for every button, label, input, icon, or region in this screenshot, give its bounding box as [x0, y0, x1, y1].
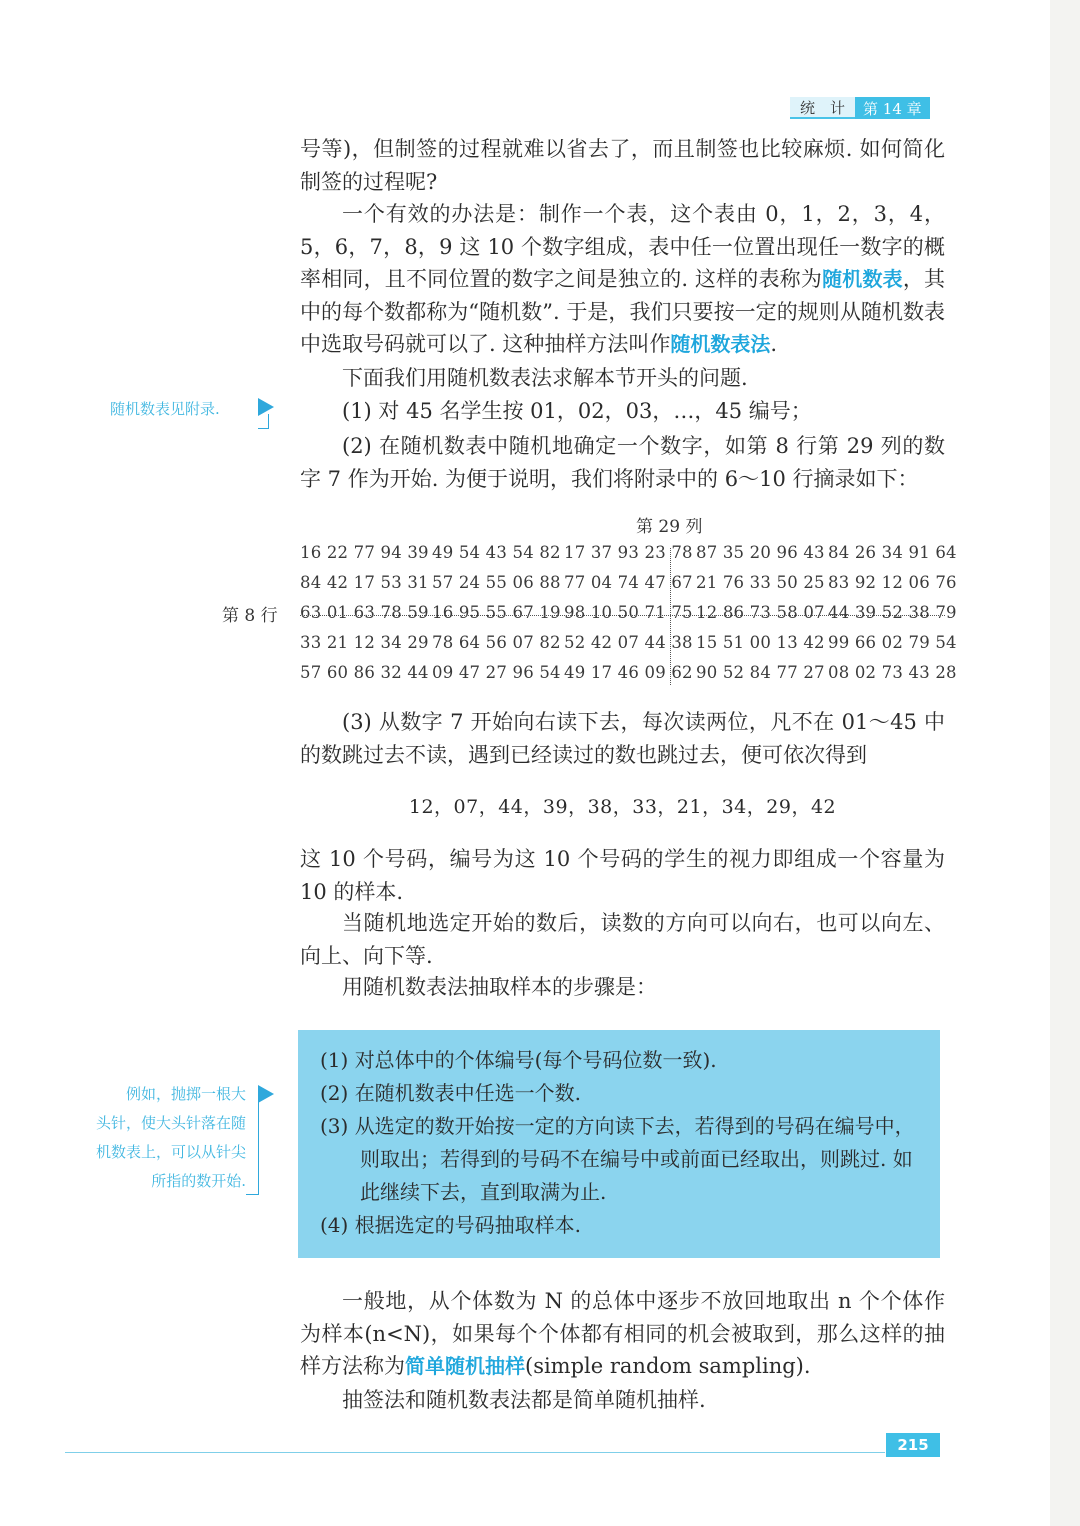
- text-step3: (3) 从数字 7 开始向右读下去，每次读两位，凡不在 01～45 中的数跳过去不读，遇到已经读过的数也跳过去，便可依次得到: [300, 710, 945, 767]
- text-p3: 下面我们用随机数表法求解本节开头的问题.: [342, 366, 748, 390]
- table-cell: 52 42 07 44 38: [564, 633, 693, 652]
- paragraph-5: [300, 907, 945, 972]
- table-cell: 78 64 56 07 82: [432, 633, 561, 652]
- paragraph-3: [300, 362, 945, 395]
- text-p7b: (simple random sampling).: [525, 1354, 811, 1378]
- page-number: 215: [886, 1433, 940, 1457]
- table-cell: 57 60 86 32 44: [300, 663, 429, 682]
- table-cell: 84 42 17 53 31: [300, 573, 429, 592]
- table-cell: 99 66 02 79 54: [828, 633, 957, 652]
- table-row-highlighted: [300, 603, 957, 629]
- note-line: 所指的数开始.: [151, 1172, 246, 1190]
- table-cell: 17 37 93 23 78: [564, 543, 693, 562]
- page-edge-shade: [1050, 0, 1080, 1526]
- footer-rule: [65, 1452, 885, 1453]
- keyword-random-table: 随机数表: [822, 267, 903, 291]
- table-cell: 84 26 34 91 64: [828, 543, 957, 562]
- table-cell: 98 10 50 71 75: [564, 603, 693, 622]
- margin-note-example: [68, 1080, 246, 1196]
- keyword-simple-random-sampling: 简单随机抽样: [405, 1354, 525, 1378]
- table-cell: 33 21 12 34 29: [300, 633, 429, 652]
- margin-note-appendix: 随机数表见附录.: [110, 400, 220, 418]
- table-cell: 08 02 73 43 28: [828, 663, 957, 682]
- table-cell: 63 01 63 78 59: [300, 603, 429, 622]
- table-cell: 49 17 46 09 62: [564, 663, 693, 682]
- box-step-4: (4) 根据选定的号码抽取样本.: [320, 1213, 582, 1237]
- chapter-header: [790, 97, 930, 119]
- steps-box: [298, 1030, 940, 1258]
- keyword-random-table-method: 随机数表法: [670, 332, 771, 356]
- step-1: [300, 395, 945, 428]
- text-step1: (1) 对 45 名学生按 01，02，03，…，45 编号；: [342, 399, 812, 423]
- table-cell: 83 92 12 06 76: [828, 573, 957, 592]
- table-cell: 21 76 33 50 25: [696, 573, 825, 592]
- text-p1: 号等)，但制签的过程就难以省去了，而且制签也比较麻烦. 如何简化制签的过程呢?: [300, 137, 945, 194]
- paragraph-8: [300, 1384, 945, 1417]
- table-cell: 16 95 55 67 19: [432, 603, 561, 622]
- paragraph-1: [300, 133, 945, 198]
- text-p7a: 一般地，从个体数为 N 的总体中逐步不放回地取出 n 个个体作为样本(n<N)，如果每个个体都有相同的机会被取到，那么这样的抽样方法称为: [300, 1289, 945, 1378]
- table-cell: 49 54 43 54 82: [432, 543, 561, 562]
- table-cell: 57 24 55 06 88: [432, 573, 561, 592]
- table-cell: 09 47 27 96 54: [432, 663, 561, 682]
- text-p2c: .: [770, 332, 778, 356]
- flag-icon: [258, 1085, 274, 1103]
- section-label: 统 计: [790, 97, 855, 119]
- text-p6: 用随机数表法抽取样本的步骤是：: [342, 975, 657, 999]
- note-line: 机数表上，可以从针尖: [95, 1143, 246, 1161]
- text-p2b: ，其中的每个数都称为“随机数”. 于是，我们只要按一定的规则从随机数表中选取号码就可以了. 这种抽样方法叫作: [300, 267, 946, 356]
- paragraph-7: [300, 1285, 945, 1383]
- note-line: 头针，使大头针落在随: [95, 1114, 246, 1132]
- table-cell: 15 51 00 13 42: [696, 633, 825, 652]
- table-row: [300, 663, 957, 689]
- text-p2a: 一个有效的办法是：制作一个表，这个表由 0，1，2，3，4，5，6，7，8，9 这 10 个数字组成，表中任一位置出现任一数字的概率相同，且不同位置的数字之间是独立的. 这样的表称为: [300, 202, 945, 291]
- step-3: [300, 706, 945, 771]
- sequence-result: 12，07，44，39，38，33，21，34，29，42: [408, 796, 837, 818]
- table-row: [300, 633, 957, 659]
- table-cell: 16 22 77 94 39: [300, 543, 429, 562]
- paragraph-6: [300, 971, 945, 1004]
- text-step2: (2) 在随机数表中随机地确定一个数字，如第 8 行第 29 列的数字 7 作为开始. 为便于说明，我们将附录中的 6～10 行摘录如下：: [300, 434, 945, 491]
- box-step-3: (3) 从选定的数开始按一定的方向读下去，若得到的号码在编号中，则取出；若得到的号码不在编号中或前面已经取出，则跳过. 如此继续下去，直到取满为止.: [320, 1114, 915, 1204]
- text-p7: [300, 1285, 945, 1383]
- step-2: [300, 430, 945, 495]
- text-p4: 这 10 个号码，编号为这 10 个号码的学生的视力即组成一个容量为 10 的样本.: [300, 847, 945, 904]
- text-p2: [300, 198, 945, 361]
- table-cell: 44 39 52 38 79: [828, 603, 957, 622]
- note-line: 例如，抛掷一根大: [125, 1085, 246, 1103]
- text-p8: 抽签法和随机数表法都是简单随机抽样.: [342, 1388, 706, 1412]
- box-step-2: (2) 在随机数表中任选一个数.: [320, 1081, 582, 1105]
- row-label: 第 8 行: [222, 606, 278, 626]
- table-row: [300, 573, 957, 599]
- table-cell: 12 86 73 58 07: [696, 603, 825, 622]
- note-bracket: [258, 414, 269, 429]
- table-cell: 87 35 20 96 43: [696, 543, 825, 562]
- table-row: [300, 543, 957, 569]
- row-strike-line: [300, 615, 945, 616]
- column-label: 第 29 列: [636, 517, 703, 537]
- text-p5: 当随机地选定开始的数后，读数的方向可以向右，也可以向左、向上、向下等.: [300, 911, 945, 968]
- table-cell: 77 04 74 47 67: [564, 573, 693, 592]
- box-step-1: (1) 对总体中的个体编号(每个号码位数一致).: [320, 1048, 717, 1072]
- paragraph-4: [300, 843, 945, 908]
- note-bracket: [246, 1102, 259, 1195]
- chapter-label: 第 14 章: [855, 97, 930, 119]
- paragraph-2: [300, 198, 945, 361]
- table-cell: 90 52 84 77 27: [696, 663, 825, 682]
